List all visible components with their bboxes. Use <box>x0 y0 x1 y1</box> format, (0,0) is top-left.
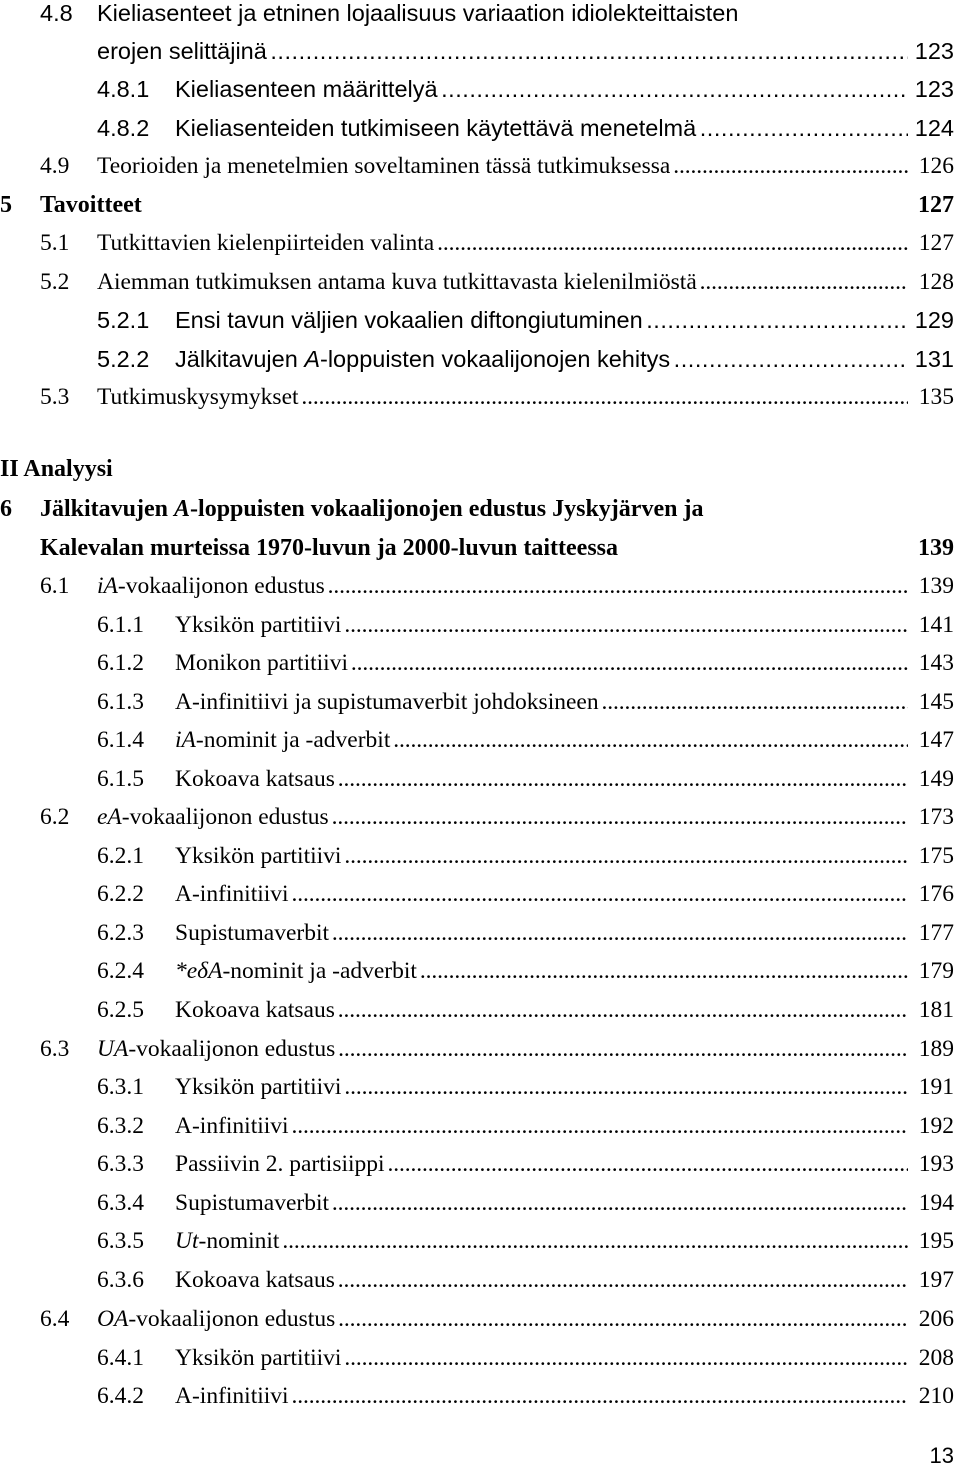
page-ref: 197 <box>918 1267 954 1293</box>
toc-entry <box>0 224 954 262</box>
section-number: 6.1.1 <box>97 612 144 638</box>
title-italic-part: *eδA <box>175 958 223 984</box>
page-ref: 175 <box>918 843 954 869</box>
title-italic-part: Ut <box>175 1228 199 1254</box>
toc-entry <box>0 147 954 185</box>
toc-entry <box>0 952 954 990</box>
section-number: 6.1.3 <box>97 689 144 715</box>
title-part: -nominit ja -adverbit <box>195 727 391 753</box>
section-title: Monikon partitiivi . . . <box>175 644 908 682</box>
section-number: 6.4.1 <box>97 1345 144 1371</box>
section-title: Kokoava katsaus . . . <box>175 991 908 1029</box>
page-ref: 145 <box>918 689 954 715</box>
toc-entry <box>0 1145 954 1183</box>
section-title: Kokoava katsaus . . . <box>175 760 908 798</box>
section-title: Teorioiden ja menetelmien soveltaminen tässä tutkimuksessa . . . <box>97 147 908 185</box>
title-italic-part: iA <box>97 573 118 599</box>
toc-entry <box>0 798 954 836</box>
section-number: 6.1 <box>40 573 70 599</box>
section-number: 6.3.1 <box>97 1074 144 1100</box>
toc-entry <box>0 644 954 682</box>
page-ref: 179 <box>918 958 954 984</box>
section-title: Yksikön partitiivi . . . <box>175 1068 908 1106</box>
section-number: 6.2.2 <box>97 881 144 907</box>
title-italic-part: iA <box>175 727 196 753</box>
toc-entry <box>0 301 954 339</box>
section-number: 6.1.4 <box>97 727 144 753</box>
section-title: A-infinitiivi . . . <box>175 875 908 913</box>
section-number: 6.2 <box>40 804 70 830</box>
section-title: Kieliasenteiden tutkimiseen käytettävä menetelmä . . . <box>175 109 908 147</box>
page-ref: 128 <box>918 269 954 295</box>
section-title: Aiemman tutkimuksen antama kuva tutkittavasta kielenilmiöstä . . . <box>97 263 908 301</box>
section-number: 5.1 <box>40 230 70 256</box>
section-number: 4.9 <box>40 153 70 179</box>
toc-entry <box>0 1107 954 1145</box>
page-ref: 143 <box>918 650 954 676</box>
section-number: 6.3.3 <box>97 1151 144 1177</box>
toc-entry <box>0 1184 954 1222</box>
section-title <box>97 1030 908 1068</box>
page-number: 13 <box>929 1443 954 1468</box>
part-heading: II Analyysi <box>0 456 113 482</box>
section-title: A-infinitiivi . . . <box>175 1377 908 1415</box>
section-title <box>175 340 908 378</box>
page-ref: 139 <box>918 573 954 599</box>
title-italic-part: A <box>174 496 191 522</box>
page-ref: 189 <box>918 1036 954 1062</box>
title-part: -nominit <box>198 1228 280 1254</box>
section-number: 6.2.1 <box>97 843 144 869</box>
page-ref: 206 <box>918 1306 954 1332</box>
title-part: -nominit ja -adverbit <box>222 958 417 984</box>
page-ref: 173 <box>918 804 954 830</box>
title-italic-part: OA <box>97 1306 129 1332</box>
chapter-title <box>40 490 908 528</box>
section-number: 4.8 <box>40 0 73 26</box>
title-italic-part: UA <box>97 1036 129 1062</box>
page-ref: 181 <box>918 997 954 1023</box>
section-number: 6.2.3 <box>97 920 144 946</box>
section-title: Kieliasenteen määrittelyä . . . <box>175 70 908 108</box>
toc-entry <box>0 606 954 644</box>
toc-entry <box>0 1068 954 1106</box>
section-title <box>97 798 908 836</box>
chapter-number: 5 <box>0 192 12 218</box>
toc-entry <box>0 1030 954 1068</box>
section-number: 6.4.2 <box>97 1383 144 1409</box>
title-part: -vokaalijonon edustus <box>128 1036 336 1062</box>
section-title: Yksikön partitiivi . . . <box>175 606 908 644</box>
title-part: Jälkitavujen <box>40 496 175 522</box>
section-number: 5.3 <box>40 384 70 410</box>
toc-entry <box>0 340 954 378</box>
page-ref: 191 <box>918 1074 954 1100</box>
section-title <box>175 1222 908 1260</box>
section-title: A-infinitiivi . . . <box>175 1107 908 1145</box>
toc-chapter <box>0 529 954 567</box>
chapter-title: Kalevalan murteissa 1970-luvun ja 2000-luvun taitteessa <box>40 535 619 561</box>
section-title: Yksikön partitiivi . . . <box>175 1339 908 1377</box>
page-ref: 210 <box>918 1383 954 1409</box>
section-number: 6.3.5 <box>97 1228 144 1254</box>
page-ref: 149 <box>918 766 954 792</box>
title-part: -loppuisten vokaalijonojen kehitys <box>320 346 671 372</box>
page-ref: 123 <box>914 76 954 102</box>
toc-entry <box>0 0 954 32</box>
toc-entry <box>0 837 954 875</box>
toc-entry <box>0 378 954 416</box>
toc-entry <box>0 875 954 913</box>
section-title: erojen selittäjinä . . . <box>97 32 908 70</box>
section-title: Tutkimuskysymykset . . . <box>97 378 908 416</box>
section-number: 5.2 <box>40 269 70 295</box>
page-ref: 176 <box>918 881 954 907</box>
chapter-number: 6 <box>0 496 12 522</box>
toc-entry <box>0 70 954 108</box>
toc-entry <box>0 109 954 147</box>
section-number: 4.8.2 <box>97 115 150 141</box>
page-ref: 131 <box>914 346 954 372</box>
title-part: Jälkitavujen <box>175 346 305 372</box>
section-title <box>175 952 908 990</box>
section-title: Tutkittavien kielenpiirteiden valinta . . . <box>97 224 908 262</box>
section-title <box>175 721 908 759</box>
section-number: 6.4 <box>40 1306 70 1332</box>
page-ref: 123 <box>914 38 954 64</box>
section-number: 6.3.2 <box>97 1113 144 1139</box>
page-ref: 129 <box>914 307 954 333</box>
section-title: Supistumaverbit . . . <box>175 1184 908 1222</box>
section-number: 6.1.5 <box>97 766 144 792</box>
section-number: 6.3 <box>40 1036 70 1062</box>
toc-chapter <box>0 186 954 224</box>
toc-entry <box>0 721 954 759</box>
page-ref: 141 <box>918 612 954 638</box>
page-ref: 139 <box>918 535 954 561</box>
section-number: 6.3.6 <box>97 1267 144 1293</box>
toc-entry <box>0 683 954 721</box>
toc-entry <box>0 1222 954 1260</box>
page-ref: 127 <box>918 230 954 256</box>
section-title: Kokoava katsaus . . . <box>175 1261 908 1299</box>
section-number: 6.3.4 <box>97 1190 144 1216</box>
page-ref: 208 <box>918 1345 954 1371</box>
section-title: Ensi tavun väljien vokaalien diftongiutuminen . . . <box>175 301 908 339</box>
page-ref: 194 <box>918 1190 954 1216</box>
toc-entry <box>0 1261 954 1299</box>
page-ref: 177 <box>918 920 954 946</box>
toc-entry <box>0 32 954 70</box>
page-ref: 135 <box>918 384 954 410</box>
page-ref: 193 <box>918 1151 954 1177</box>
section-title: Kieliasenteet ja etninen lojaalisuus variaation idiolekteittaisten <box>97 0 739 26</box>
section-title: Supistumaverbit . . . <box>175 914 908 952</box>
title-italic-part: eA <box>97 804 122 830</box>
page-ref: 124 <box>914 115 954 141</box>
title-part: -vokaalijonon edustus <box>117 573 325 599</box>
page-ref: 195 <box>918 1228 954 1254</box>
toc-entry <box>0 914 954 952</box>
toc-entry <box>0 263 954 301</box>
section-title: Yksikön partitiivi . . . <box>175 837 908 875</box>
title-part: -loppuisten vokaalijonojen edustus Jyskyjärven ja <box>190 496 704 522</box>
section-number: 6.1.2 <box>97 650 144 676</box>
section-number: 4.8.1 <box>97 76 150 102</box>
toc-chapter <box>0 490 954 528</box>
toc-entry <box>0 567 954 605</box>
chapter-title: Tavoitteet <box>40 192 142 218</box>
toc-entry <box>0 760 954 798</box>
title-part: -vokaalijonon edustus <box>128 1306 336 1332</box>
section-number: 6.2.4 <box>97 958 144 984</box>
section-number: 5.2.1 <box>97 307 150 333</box>
title-italic-part: A <box>304 346 321 372</box>
page-ref: 127 <box>918 192 954 218</box>
toc-entry <box>0 1377 954 1415</box>
toc-entry <box>0 1300 954 1338</box>
title-part: -vokaalijonon edustus <box>121 804 329 830</box>
section-number: 5.2.2 <box>97 346 150 372</box>
toc-entry <box>0 991 954 1029</box>
page-ref: 147 <box>918 727 954 753</box>
section-title: Passiivin 2. partisiippi . . . <box>175 1145 908 1183</box>
page-ref: 126 <box>918 153 954 179</box>
section-title <box>97 567 908 605</box>
section-title: A-infinitiivi ja supistumaverbit johdoksineen . . . <box>175 683 908 721</box>
toc-entry <box>0 1339 954 1377</box>
page-ref: 192 <box>918 1113 954 1139</box>
section-number: 6.2.5 <box>97 997 144 1023</box>
section-title <box>97 1300 908 1338</box>
